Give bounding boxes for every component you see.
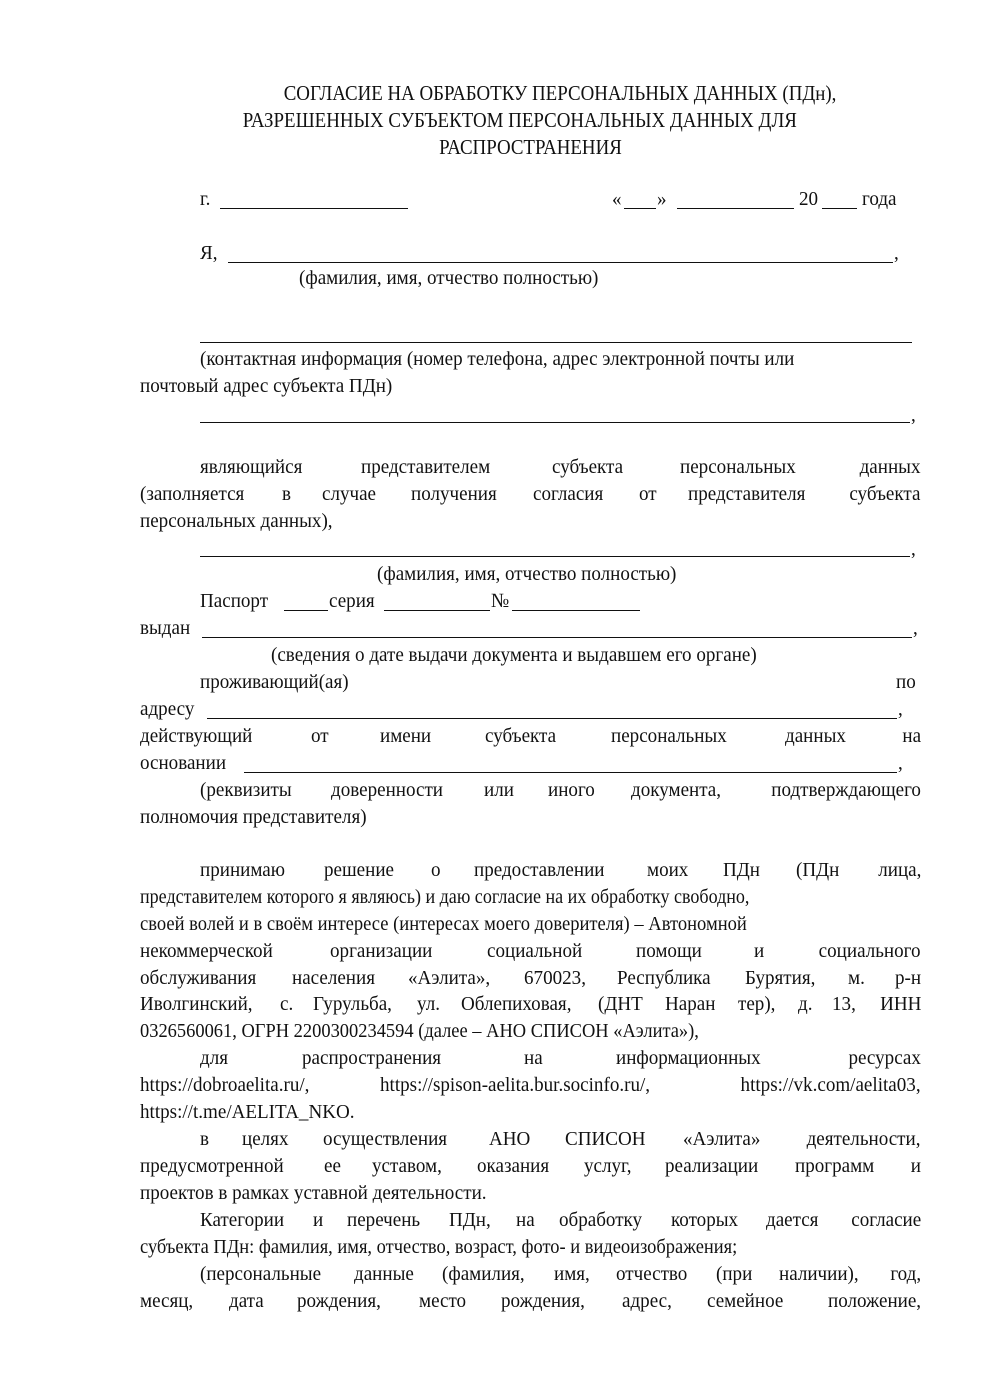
word: положение,	[827, 1290, 921, 1312]
passport-number-label: №	[491, 590, 510, 612]
passport-issued-hint: (сведения о дате выдачи документа и выдавшем его органе)	[271, 644, 757, 666]
passport-series-label: серия	[329, 590, 375, 612]
word: на	[523, 1047, 543, 1069]
word: семейное	[707, 1290, 784, 1312]
date-close-quote: »	[657, 188, 667, 210]
word: (персональные	[200, 1263, 322, 1285]
word: которых	[671, 1209, 739, 1231]
word: обслуживания	[140, 967, 257, 989]
contact-info-field[interactable]	[200, 342, 912, 343]
word: СПИСОН	[564, 1128, 646, 1150]
word: предусмотренной	[140, 1155, 284, 1177]
word: представителем	[361, 456, 491, 478]
document-title-line-2: РАЗРЕШЕННЫХ СУБЪЕКТОМ ПЕРСОНАЛЬНЫХ ДАННЫХ ДЛЯ	[242, 108, 798, 132]
contact-comma: ,	[911, 404, 916, 426]
word: или	[483, 779, 514, 801]
document-title-line-1: СОГЛАСИЕ НА ОБРАБОТКУ ПЕРСОНАЛЬНЫХ ДАННЫХ (ПДн),	[283, 81, 837, 105]
passport-label: Паспорт	[200, 590, 269, 612]
word: на	[516, 1209, 536, 1231]
word: решение	[323, 859, 394, 881]
word: дается	[766, 1209, 819, 1231]
passport-series-field[interactable]	[384, 610, 490, 611]
word: от	[638, 483, 657, 505]
authority-hint-line-2: полномочия представителя)	[140, 806, 367, 828]
word: оказания	[477, 1155, 550, 1177]
address-label: адресу	[140, 698, 195, 720]
distribution-links-line	[140, 1072, 921, 1099]
word: реализации	[665, 1155, 759, 1177]
categories-line-1	[200, 1207, 921, 1234]
word: персональных	[679, 456, 796, 478]
word: д.	[797, 993, 813, 1015]
word: год,	[890, 1263, 921, 1285]
word: помощи	[635, 940, 702, 962]
word: в	[282, 483, 292, 505]
city-label: г.	[200, 188, 211, 210]
word: «Аэлита»,	[408, 967, 491, 989]
word: (ДНТ	[598, 993, 643, 1015]
word: 13,	[832, 993, 856, 1015]
date-month-field[interactable]	[677, 208, 794, 209]
city-field[interactable]	[220, 208, 408, 209]
decision-line-6	[140, 991, 921, 1018]
subject-prefix: Я,	[200, 242, 218, 264]
word: субъекта	[849, 483, 921, 505]
authority-line-1	[140, 723, 921, 750]
word: о	[431, 859, 441, 881]
word: программ	[795, 1155, 875, 1177]
word: информационных	[615, 1047, 761, 1069]
decision-line-1	[200, 857, 921, 884]
word: субъекта	[484, 725, 556, 747]
passport-issued-label: выдан	[140, 617, 191, 639]
word: организации	[329, 940, 433, 962]
word: (фамилия,	[441, 1263, 525, 1285]
word: документа,	[630, 779, 721, 801]
subject-name-comma: ,	[894, 242, 899, 264]
link-dobroaelita[interactable]: https://dobroaelita.ru/,	[140, 1074, 310, 1096]
purpose-line-3: проектов в рамках уставной деятельности.	[140, 1182, 487, 1204]
residence-po-label: по	[896, 671, 916, 693]
word: данные	[353, 1263, 414, 1285]
residence-label: проживающий(ая)	[200, 671, 349, 693]
word: тер),	[738, 993, 776, 1015]
word: ПДн,	[448, 1209, 491, 1231]
word: (при	[716, 1263, 753, 1285]
word: Иволгинский,	[140, 993, 253, 1015]
word: адрес,	[622, 1290, 673, 1312]
representative-name-comma: ,	[911, 538, 916, 560]
decision-line-2: представителем которого я являюсь) и даю согласие на их обработку свободно,	[140, 886, 750, 908]
word: Республика	[617, 967, 711, 989]
passport-issued-field[interactable]	[202, 637, 912, 638]
authority-hint-line-1	[200, 777, 921, 804]
representative-line-2	[140, 481, 921, 508]
word: Категории	[200, 1209, 285, 1231]
word: отчество	[615, 1263, 688, 1285]
word: моих	[646, 859, 688, 881]
word: и	[313, 1209, 324, 1231]
word: р-н	[894, 967, 921, 989]
word: 670023,	[523, 967, 586, 989]
word: для	[200, 1047, 228, 1069]
word: данных	[785, 725, 847, 747]
address-field[interactable]	[207, 718, 897, 719]
date-open-quote: «	[612, 188, 622, 210]
word: «Аэлита»	[683, 1128, 761, 1150]
word: м.	[847, 967, 865, 989]
word: уставом,	[372, 1155, 443, 1177]
word: населения	[292, 967, 376, 989]
passport-issued-comma: ,	[913, 617, 918, 639]
word: получения	[410, 483, 497, 505]
link-telegram-aelita-nko[interactable]: https://t.me/AELITA_NKO.	[140, 1101, 355, 1123]
word: субъекта	[551, 456, 623, 478]
categories-line-2: субъекта ПДн: фамилия, имя, отчество, возраст, фото- и видеоизображения;	[140, 1236, 738, 1258]
year-suffix-label: года	[862, 188, 897, 210]
word: ресурсах	[848, 1047, 921, 1069]
word: подтверждающего	[771, 779, 921, 801]
word: распространения	[302, 1047, 442, 1069]
word: от	[310, 725, 329, 747]
word: представителя	[687, 483, 806, 505]
word: и	[910, 1155, 921, 1177]
word: являющийся	[200, 456, 303, 478]
link-spison-aelita[interactable]: https://spison-aelita.bur.socinfo.ru/,	[379, 1074, 650, 1096]
word: ПДн	[723, 859, 761, 881]
word: ее	[324, 1155, 342, 1177]
year-prefix: 20	[799, 188, 819, 210]
word: в	[200, 1128, 210, 1150]
word: целях	[241, 1128, 289, 1150]
word: данных	[860, 456, 921, 478]
word: АНО	[488, 1128, 530, 1150]
word: согласие	[850, 1209, 921, 1231]
word: рождения,	[297, 1290, 382, 1312]
word: действующий	[140, 725, 253, 747]
contact-hint-line-1: (контактная информация (номер телефона, адрес электронной почты или	[200, 348, 795, 370]
word: социального	[819, 940, 921, 962]
document-title-line-3: РАСПРОСТРАНЕНИЯ	[438, 135, 622, 159]
date-day-field[interactable]	[624, 208, 656, 209]
word: (заполняется	[140, 483, 245, 505]
decision-line-4	[140, 938, 921, 965]
word: месяц,	[140, 1290, 194, 1312]
word: (реквизиты	[200, 779, 292, 801]
word: предоставлении	[474, 859, 605, 881]
word: с.	[279, 993, 294, 1015]
word: принимаю	[200, 859, 285, 881]
representative-line-1	[200, 454, 921, 481]
word: имя,	[553, 1263, 590, 1285]
word: согласия	[533, 483, 604, 505]
representative-name-hint: (фамилия, имя, отчество полностью)	[377, 563, 677, 585]
word: иного	[548, 779, 595, 801]
word: на	[902, 725, 921, 747]
word: персональных	[611, 725, 727, 747]
word: наличии),	[778, 1263, 859, 1285]
word: деятельности,	[807, 1128, 921, 1150]
address-comma: ,	[898, 698, 903, 720]
word: Гурульба,	[313, 993, 393, 1015]
basis-comma: ,	[898, 752, 903, 774]
word: (ПДн	[795, 859, 839, 881]
word: некоммерческой	[140, 940, 273, 962]
distribution-line-1	[200, 1045, 921, 1072]
word: и	[753, 940, 764, 962]
decision-line-5	[140, 965, 921, 992]
word: Облепиховая,	[460, 993, 571, 1015]
word: лица,	[877, 859, 921, 881]
word: ИНН	[879, 993, 921, 1015]
word: обработку	[559, 1209, 643, 1231]
decision-line-7: 0326560061, ОГРН 2200300234594 (далее – АНО СПИСОН «Аэлита»),	[140, 1020, 699, 1042]
word: осуществления	[323, 1128, 448, 1150]
contact-info-field-2[interactable]	[200, 422, 910, 423]
personal-data-line-2	[140, 1288, 921, 1315]
word: имени	[379, 725, 431, 747]
date-year-field[interactable]	[822, 208, 857, 209]
word: рождения,	[500, 1290, 585, 1312]
word: Бурятия,	[745, 967, 816, 989]
purpose-line-2	[140, 1153, 921, 1180]
word: Наран	[665, 993, 716, 1015]
subject-name-hint: (фамилия, имя, отчество полностью)	[299, 267, 599, 289]
link-vk-aelita03[interactable]: https://vk.com/aelita03,	[740, 1074, 921, 1096]
basis-field[interactable]	[244, 772, 897, 773]
representative-name-field[interactable]	[200, 556, 910, 557]
word: доверенности	[330, 779, 443, 801]
word: место	[418, 1290, 466, 1312]
word: перечень	[347, 1209, 421, 1231]
word: дата	[228, 1290, 264, 1312]
word: ул.	[416, 993, 440, 1015]
passport-type-field[interactable]	[284, 610, 328, 611]
passport-number-field[interactable]	[512, 610, 640, 611]
word: социальной	[486, 940, 582, 962]
contact-hint-line-2: почтовый адрес субъекта ПДн)	[140, 375, 393, 397]
word: случае	[322, 483, 377, 505]
personal-data-line-1	[200, 1261, 921, 1288]
word: услуг,	[584, 1155, 632, 1177]
decision-line-3: своей волей и в своём интересе (интересах моего доверителя) – Автономной	[140, 913, 747, 935]
subject-full-name-field[interactable]	[228, 262, 893, 263]
basis-label: основании	[140, 752, 227, 774]
representative-line-3: персональных данных),	[140, 510, 333, 532]
purpose-line-1	[200, 1126, 921, 1153]
